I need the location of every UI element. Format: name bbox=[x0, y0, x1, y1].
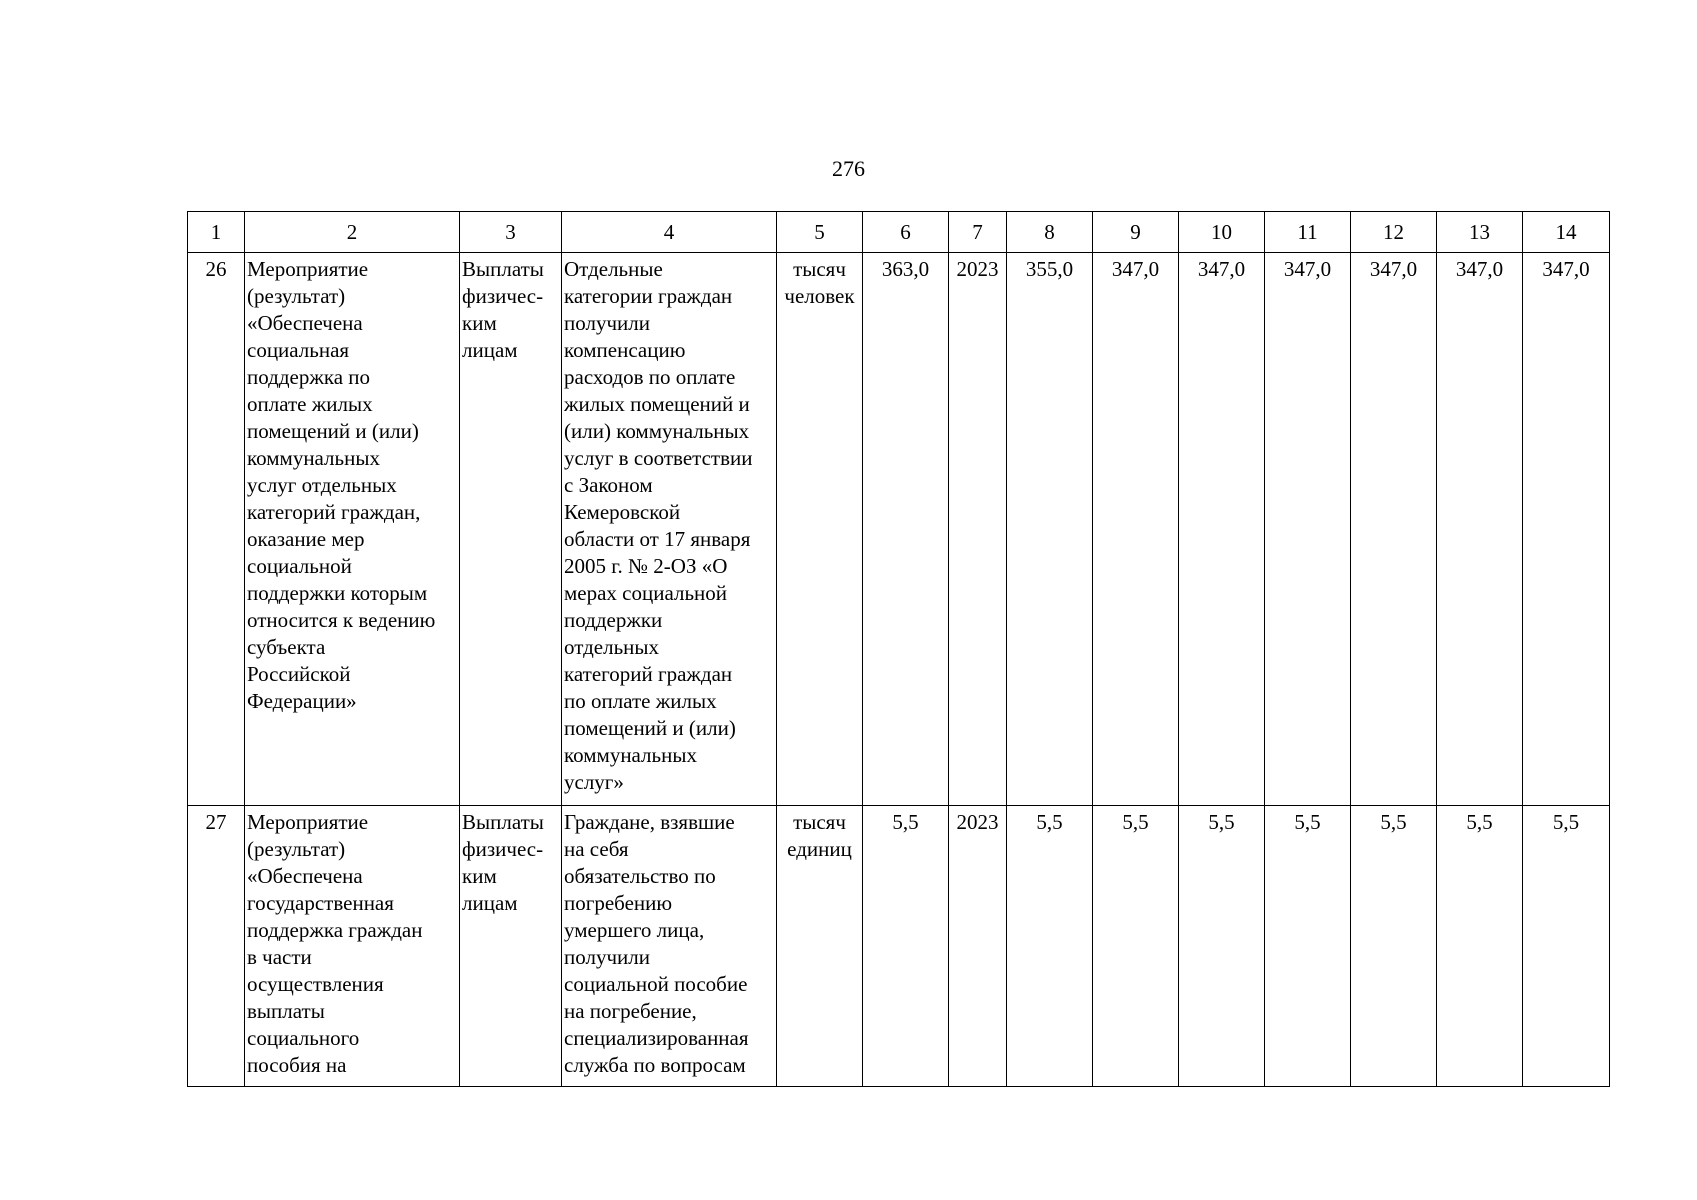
value-cell: 5,5 bbox=[1265, 806, 1351, 1087]
column-header: 3 bbox=[460, 212, 562, 253]
unit: тысяч единиц bbox=[787, 810, 852, 861]
measure-type: Выплаты физичес- ким лицам bbox=[462, 810, 544, 915]
base-year: 2023 bbox=[949, 806, 1007, 1087]
value-cell: 347,0 bbox=[1523, 253, 1610, 806]
indicators-table bbox=[187, 211, 1610, 1087]
characteristic: Отдельные категории граждан получили компенсацию расходов по оплате жилых помещений и (или) коммунальных услуг в соответствии с Законом Кемеровской области от 17 января 2005 г. № 2-ОЗ «О мерах социальной поддержки отдельных категорий граждан по оплате жилых помещений и (или) коммунальных услуг» bbox=[564, 257, 753, 794]
characteristic: Граждане, взявшие на себя обязательство по погребению умершего лица, получили социальной пособие на погребение, специализированная служба по вопросам bbox=[564, 810, 749, 1077]
column-header: 2 bbox=[245, 212, 460, 253]
table-header-row bbox=[188, 212, 1610, 253]
value-cell: 5,5 bbox=[1007, 806, 1093, 1087]
column-header: 13 bbox=[1437, 212, 1523, 253]
measure-name: Мероприятие (результат) «Обеспечена государственная поддержка граждан в части осуществления выплаты социального пособия на bbox=[247, 810, 423, 1077]
value-cell: 347,0 bbox=[1179, 253, 1265, 806]
base-value: 5,5 bbox=[863, 806, 949, 1087]
value-cell: 5,5 bbox=[1523, 806, 1610, 1087]
column-header: 7 bbox=[949, 212, 1007, 253]
value-cell: 347,0 bbox=[1437, 253, 1523, 806]
column-header: 8 bbox=[1007, 212, 1093, 253]
measure-name: Мероприятие (результат) «Обеспечена социальная поддержка по оплате жилых помещений и (или) коммунальных услуг отдельных категорий граждан, оказание мер социальной поддержки которым относится к ведению субъекта Российской Федерации» bbox=[247, 257, 436, 713]
table-row bbox=[188, 253, 1610, 806]
value-cell: 5,5 bbox=[1093, 806, 1179, 1087]
column-header: 11 bbox=[1265, 212, 1351, 253]
column-header: 1 bbox=[188, 212, 245, 253]
column-header: 14 bbox=[1523, 212, 1610, 253]
column-header: 5 bbox=[777, 212, 863, 253]
column-header: 6 bbox=[863, 212, 949, 253]
value-cell: 355,0 bbox=[1007, 253, 1093, 806]
row-number: 27 bbox=[188, 806, 245, 1087]
value-cell: 5,5 bbox=[1437, 806, 1523, 1087]
base-value: 363,0 bbox=[863, 253, 949, 806]
value-cell: 347,0 bbox=[1093, 253, 1179, 806]
column-header: 12 bbox=[1351, 212, 1437, 253]
row-number: 26 bbox=[188, 253, 245, 806]
measure-name-cell bbox=[245, 253, 460, 806]
value-cell: 347,0 bbox=[1265, 253, 1351, 806]
measure-type: Выплаты физичес- ким лицам bbox=[462, 257, 544, 362]
measure-type-cell bbox=[460, 253, 562, 806]
base-year: 2023 bbox=[949, 253, 1007, 806]
unit-cell bbox=[777, 806, 863, 1087]
unit-cell bbox=[777, 253, 863, 806]
characteristic-cell bbox=[562, 806, 777, 1087]
column-header: 4 bbox=[562, 212, 777, 253]
unit: тысяч человек bbox=[784, 257, 855, 308]
column-header: 10 bbox=[1179, 212, 1265, 253]
measure-type-cell bbox=[460, 806, 562, 1087]
value-cell: 347,0 bbox=[1351, 253, 1437, 806]
value-cell: 5,5 bbox=[1179, 806, 1265, 1087]
page-number: 276 bbox=[832, 156, 865, 181]
characteristic-cell bbox=[562, 253, 777, 806]
measure-name-cell bbox=[245, 806, 460, 1087]
column-header: 9 bbox=[1093, 212, 1179, 253]
value-cell: 5,5 bbox=[1351, 806, 1437, 1087]
table-row bbox=[188, 806, 1610, 1087]
